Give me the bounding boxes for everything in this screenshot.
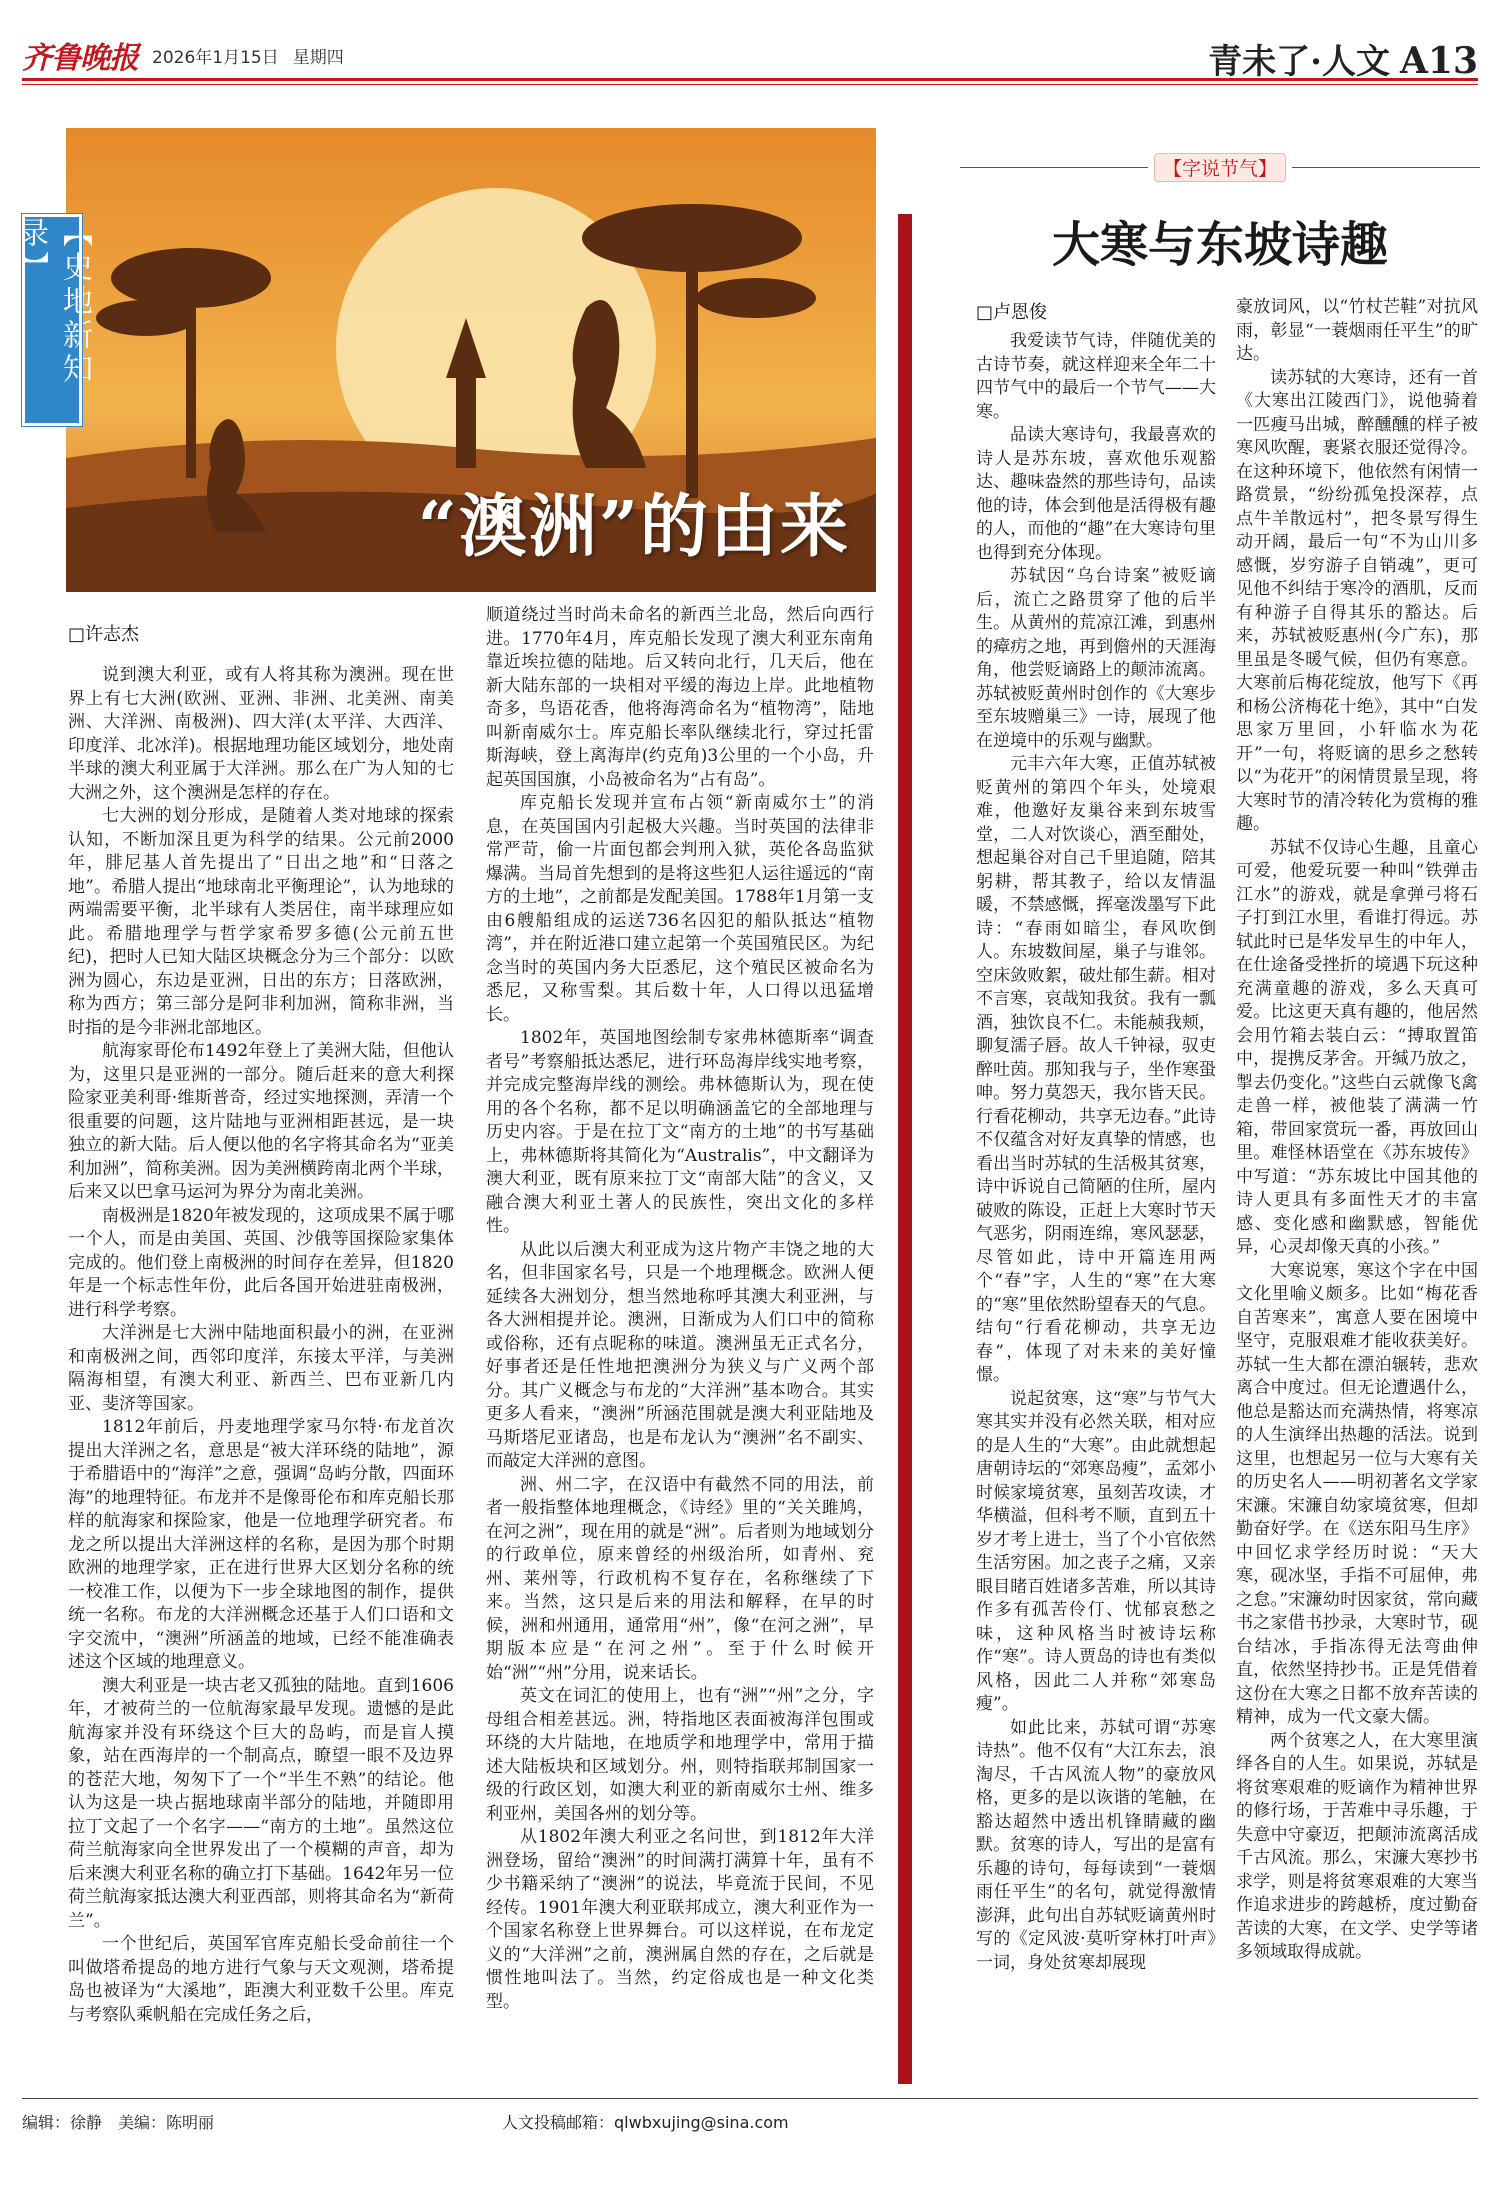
paragraph: 南极洲是1820年被发现的，这项成果不属于哪一个人，而是由美国、英国、沙俄等国探险家集体完成的。他们登上南极洲的时间存在差异，但1820年是一个标志性年份，此后各国开始进驻南极洲，进行科学考察。 [68,1205,454,1320]
section-name: 青未了·人文 [1208,42,1390,82]
left-column-tag [13,214,92,426]
top-rule-thin [22,84,1478,85]
paragraph: 澳大利亚是一块古老又孤独的陆地。直到1606年，才被荷兰的一位航海家最早发现。遗憾的是此航海家并没有环绕这个巨大的岛屿，而是盲人摸象，站在西海岸的一个制高点，瞭望一眼不及边界的苍茫大地，匆匆下了一个“半生不熟”的结论。他认为这是一块占据地球南半部分的陆地，并随即用拉丁文起了一个名字——“南方的土地”。虽然这位荷兰航海家向全世界发出了一个模糊的声音，却为后来澳大利亚名称的确立打下基础。1642年另一位荷兰航海家抵达澳大利亚西部，则将其命名为“新荷兰”。 [68,1675,454,1931]
paragraph: 读苏轼的大寒诗，还有一首《大寒出江陵西门》，说他骑着一匹瘦马出城，醉醺醺的样子被寒风吹醒，裹紧衣服还觉得冷。在这种环境下，他依然有闲情一路赏景，“纷纷孤兔投深荐，点点牛羊散远村”，把冬景写得生动开阔，最后一句“不为山川多感慨，岁穷游子自销魂”，更可见他不纠结于寒冷的酒肌，反而有种游子自得其乐的豁达。后来，苏轼被贬惠州(今广东)，那里虽是冬暖气候，但仍有寒意。大寒前后梅花绽放，他写下《再和杨公济梅花十绝》，其中“白发思家万里回，小轩临水为花开”一句，将贬谪的思乡之愁转以“为花开”的闲情贯景呈现，将大寒时节的清冷转化为赏梅的雅趣。 [1236,367,1478,834]
divider [1292,167,1480,168]
left-article-col1 [68,664,454,2080]
right-article-author: □卢恩俊 [976,302,1048,323]
masthead [22,40,344,76]
issue-weekday: 星期四 [292,47,344,68]
left-article-author: □许志杰 [68,624,140,645]
paragraph: 1802年，英国地图绘制专家弗林德斯率“调查者号”考察船抵达悉尼，进行环岛海岸线实地考察，并完成完整海岸线的测绘。弗林德斯认为，现在使用的各个名称，都不足以明确涵盖它的全部地理与历史内容。于是在拉丁文“南方的土地”的书写基础上，弗林德斯将其简化为“Australis”，中文翻译为澳大利亚，既有原来拉丁文“南部大陆”的含义，又融合澳大利亚土著人的民族性，突出文化的多样性。 [486,1028,874,1236]
right-column-tag-row [960,150,1480,184]
paragraph: 七大洲的划分形成，是随着人类对地球的探索认知，不断加深且更为科学的结果。公元前2000年，腓尼基人首先提出了“日出之地”和“日落之地”。希腊人提出“地球南北平衡理论”，认为地球的两端需要平衡，北半球有人类居住，南半球理应如此。希腊地理学与哲学家希罗多德(公元前五世纪)，把时人已知大陆区块概念分为三个部分：以欧洲为圆心，东边是亚洲，日出的东方；日落欧洲，称为西方；第三部分是阿非利加洲，简称非洲，当时指的是今非洲北部地区。 [68,806,454,1038]
left-article-col2 [486,604,874,2080]
paragraph: 元丰六年大寒，正值苏轼被贬黄州的第四个年头，处境艰难，他邀好友巢谷来到东坡雪堂，二人对饮谈心，酒至酣处，想起巢谷对自己千里追随，陪其躬耕，帮其教子，给以友情温暖，不禁感慨，挥毫泼墨写下此诗：“春雨如暗尘，春风吹倒人。东坡数间屋，巢子与谁邻。空床敛败絮，破灶郁生薪。相对不言寒，哀哉知我贫。我有一瓢酒，独饮良不仁。未能赪我颊，聊复濡子唇。故人千钟禄，驭吏醉吐茵。那知我与子，坐作寒蛩呻。努力莫怨天，我尔皆天民。行看花柳动，共享无边春。”此诗不仅蕴含对好友真挚的情感，也看出当时苏轼的生活极其贫寒，诗中诉说自己简陋的住所，屋内破败的陈设，正赶上大寒时节天气恶劣，阴雨连绵，寒风瑟瑟，尽管如此，诗中开篇连用两个“春”字，人生的“寒”在大寒的“寒”里依然盼望春天的气息。结句“行看花柳动，共享无边春”，体现了对未来的美好憧憬。 [976,754,1216,1385]
paragraph: 如此比来，苏轼可谓“苏寒诗热”。他不仅有“大江东去，浪淘尽，千古风流人物”的豪放风格，更多的是以诙谐的笔触，在豁达超然中透出机锋睛藏的幽默。贫寒的诗人，写出的是富有乐趣的诗句，每每读到“一蓑烟雨任平生”的名句，就觉得激情澎湃，此句出自苏轼贬谪黄州时写的《定风波·莫听穿林打叶声》一词，身处贫寒却展现 [976,1717,1216,1973]
hero-illustration [66,128,876,592]
left-article-title: “澳洲”的由来 [417,487,850,567]
newspaper-logo: 齐鲁晚报 [22,41,138,76]
paragraph: 洲、州二字，在汉语中有截然不同的用法，前者一般指整体地理概念，《诗经》里的“关关雎鸠，在河之洲”，现在用的就是“洲”。后者则为地域划分的行政单位，原来曾经的州级治所，如青州、兖州、莱州等，行政机构不复存在，名称继续了下来。当然，这只是后来的用法和解释，在早的时候，洲和州通用，通常用“州”，像“在河之洲”，早期版本应是“在河之州”。至于什么时候开始“洲”“州”分用，说来话长。 [486,1474,874,1683]
divider [960,167,1148,168]
paragraph: 大洋洲是七大洲中陆地面积最小的洲，在亚洲和南极洲之间，西邻印度洋，东接太平洋，与美洲隔海相望，有澳大利亚、新西兰、巴布亚新几内亚、斐济等国家。 [68,1323,454,1414]
paragraph: 苏轼因“乌台诗案”被贬谪后，流亡之路贯穿了他的后半生。从黄州的荒凉江滩，到惠州的瘴疠之地，再到儋州的天涯海角，他尝贬谪路上的颠沛流离。苏轼被贬黄州时创作的《大寒步至东坡赠巢三》一诗，展现了他在逆境中的乐观与幽默。 [976,566,1216,751]
editor-credits: 编辑：徐静 美编：陈明丽 [22,2113,215,2132]
column-divider-bar [898,214,912,2084]
paragraph: 苏轼不仅诗心生趣，且童心可爱，他爱玩要一种叫“铁弹击江水”的游戏，就是拿弹弓将石子打到江水里，看谁打得远。苏轼此时已是华发早生的中年人，在仕途备受挫折的境遇下玩这种充满童趣的游戏，多么天真可爱。比这更天真有趣的，他居然会用竹箱去装白云：“搏取置笛中，提携反茅舍。开缄乃放之，掣去仍变化。”这些白云就像飞禽走兽一样，被他装了满满一竹箱，带回家赏玩一番，再放回山里。难怪林语堂在《苏东坡传》中写道：“苏东坡比中国其他的诗人更具有多面性天才的丰富感、变化感和幽默感，智能优异，心灵却像天真的小孩。” [1236,837,1478,1257]
submission-email: 人文投稿邮箱：qlwbxujing@sina.com [502,2113,789,2132]
left-column-tag-text: 【史地新知录】 [13,217,92,387]
paragraph: 1812年前后，丹麦地理学家马尔特·布龙首次提出大洋洲之名，意思是“被大洋环绕的陆地”，源于希腊语中的“海洋”之意，强调“岛屿分散，四面环海”的地理特征。布龙并不是像哥伦布和库克船长那样的航海家和探险家，他是一位地理学研究者。布龙之所以提出大洋洲这样的名称，是因为那个时期欧洲的地理学家，正在进行世界大区划分名称的统一校准工作，以便为下一步全球地图的制作，提供统一名称。布龙的大洋洲概念还基于人们口语和文字交流中，“澳洲”所涵盖的地域，已经不能准确表述这个区域的地理意义。 [68,1417,454,1672]
paragraph: 航海家哥伦布1492年登上了美洲大陆，但他认为，这里只是亚洲的一部分。随后赶来的意大利探险家亚美利哥·维斯普奇，经过实地探测，弄清一个很重要的问题，这片陆地与亚洲相距甚远，是一块独立的新大陆。后人便以他的名字将其命名为“亚美利加洲”，简称美洲。因为美洲横跨南北两个半球，后来又以巴拿马运河为界分为南北美洲。 [68,1041,454,1202]
page-number: A13 [1399,40,1478,82]
paragraph: 从1802年澳大利亚之名问世，到1812年大洋洲登场，留给“澳洲”的时间满打满算十年，虽有不少书籍采纳了“澳洲”的说法，毕竟流于民间，不见经传。1901年澳大利亚联邦成立，澳大利亚作为一个国家名称登上世界舞台。可以这样说，在布龙定义的“大洋洲”之前，澳洲属自然的存在，之后就是惯性地叫法了。当然，约定俗成也是一种文化类型。 [486,1827,874,2012]
paragraph: 我爱读节气诗，伴随优美的古诗节奏，就这样迎来全年二十四节气中的最后一个节气——大寒。 [976,331,1216,422]
right-article-title: 大寒与东坡诗趣 [1051,217,1388,273]
paragraph: 一个世纪后，英国军官库克船长受命前往一个叫做塔希提岛的地方进行气象与天文观测，塔希提岛也被译为“大溪地”，距澳大利亚数千公里。库克与考察队乘帆船在完成任务之后， [68,1934,454,2025]
paragraph: 库克船长发现并宣布占领“新南威尔士”的消息，在英国国内引起极大兴趣。当时英国的法律非常严苛，偷一片面包都会判刑入狱，英伦各岛监狱爆满。当局首先想到的是将这些犯人运往遥远的“南方的土地”，之前都是发配美国。1788年1月第一支由6艘船组成的运送736名囚犯的船队抵达“植物湾”，并在附近港口建立起第一个英国殖民区。为纪念当时的英国内务大臣悉尼，这个殖民区被命名为悉尼，又称雪梨。其后数十年，人口得以迅猛增长。 [486,793,874,1025]
paragraph: 两个贫寒之人，在大寒里演绎各自的人生。如果说，苏轼是将贫寒艰难的贬谪作为精神世界的修行场，于苦难中寻乐趣，于失意中守豪迈，把颠沛流离活成千古风流。那么，宋濂大寒抄书求学，则是将贫寒艰难的大寒当作追求进步的跨越桥，度过勤奋苦读的大寒，在文学、史学等诸多领域取得成就。 [1236,1730,1478,1962]
paragraph: 顺道绕过当时尚未命名的新西兰北岛，然后向西行进。1770年4月，库克船长发现了澳大利亚东南角靠近埃拉德的陆地。后又转向北行，几天后，他在新大陆东部的一块相对平缓的海边上岸。此地植物奇多，鸟语花香，他将海湾命名为“植物湾”，陆地叫新南威尔士。库克船长率队继续北行，穿过托雷斯海峡，登上离海岸(约克角)3公里的一个小岛，升起英国国旗，小岛被命名为“占有岛”。 [486,605,874,790]
paragraph: 说起贫寒，这“寒”与节气大寒其实并没有必然关联，相对应的是人生的“大寒”。由此就想起唐朝诗坛的“郊寒岛瘦”，孟郊小时候家境贫寒，虽刻苦攻读，才华横溢，但科考不顺，直到五十岁才考上进士，当了个小官依然生活穷困。加之丧子之痛，又亲眼目睹百姓诸多苦难，所以其诗作多有孤苦伶仃、忧郁哀愁之味，这种风格当时被诗坛称作“寒”。诗人贾岛的诗也有类似风格，因此二人并称“郊寒岛瘦”。 [976,1388,1216,1714]
top-rule [22,78,1478,81]
paragraph: 品读大寒诗句，我最喜欢的诗人是苏东坡，喜欢他乐观豁达、趣味盎然的那些诗句，品读他的诗，体会到他是活得极有趣的人，而他的“趣”在大寒诗句里也得到充分体现。 [976,425,1216,563]
paragraph: 豪放词风，以“竹杖芒鞋”对抗风雨，彰显“一蓑烟雨任平生”的旷达。 [1236,297,1478,364]
section-header [1208,34,1478,83]
right-article-col2 [1236,296,1478,2080]
paragraph: 英文在词汇的使用上，也有“洲”“州”之分，字母组合相差甚远。洲，特指地区表面被海洋包围或环绕的大片陆地，在地质学和地理学中，常用于描述大陆板块和区域划分。州，则特指联邦制国家一级的行政区划，如澳大利亚的新南威尔士州、维多利亚州，美国各州的划分等。 [486,1686,874,1824]
paragraph: 说到澳大利亚，或有人将其称为澳洲。现在世界上有七大洲(欧洲、亚洲、非洲、北美洲、南美洲、大洋洲、南极洲)、四大洋(太平洋、大西洋、印度洋、北冰洋)。根据地理功能区域划分，地处南半球的澳大利亚属于大洋洲。那么在广为人知的七大洲之外，这个澳洲是怎样的存在。 [68,665,454,803]
issue-date: 2026年1月15日 [152,47,279,68]
right-column-tag: 【字说节气】 [1154,153,1286,182]
footer [22,2110,1478,2134]
paragraph: 从此以后澳大利亚成为这片物产丰饶之地的大名，但非国家名号，只是一个地理概念。欧洲人便延续各大洲划分，想当然地称呼其澳大利亚洲，与各大洲相提并论。澳洲，日渐成为人们口中的简称或俗称，还有点昵称的味道。澳洲虽无正式名分，好事者还是任性地把澳洲分为狭义与广义两个部分。其广义概念与布龙的“大洋洲”基本吻合。其实更多人看来，“澳洲”所涵范围就是澳大利亚陆地及马斯塔尼亚诸岛，也是布龙认为“澳洲”名不副实、而敲定大洋洲的意图。 [486,1239,874,1471]
right-article-col1 [976,330,1216,2080]
paragraph: 大寒说寒，寒这个字在中国文化里喻义颇多。比如“梅花香自苦寒来”，寓意人要在困境中坚守，克服艰难才能收获美好。苏轼一生大都在漂泊辗转，悲欢离合中度过。但无论遭遇什么，他总是豁达而充满热情，将寒凉的人生演绎出热趣的活法。说到这里，也想起另一位与大寒有关的历史名人——明初著名文学家宋濂。宋濂自幼家境贫寒，但却勤奋好学。在《送东阳马生序》中回忆求学经历时说：“天大寒，砚冰坚，手指不可屈伸，弗之怠。”宋濂幼时因家贫，常向藏书之家借书抄录，大寒时节，砚台结冰，手指冻得无法弯曲伸直，依然坚持抄书。正是凭借着这份在大寒之日都不放弃苦读的精神，成为一代文豪大儒。 [1236,1260,1478,1727]
footer-rule [22,2098,1478,2099]
